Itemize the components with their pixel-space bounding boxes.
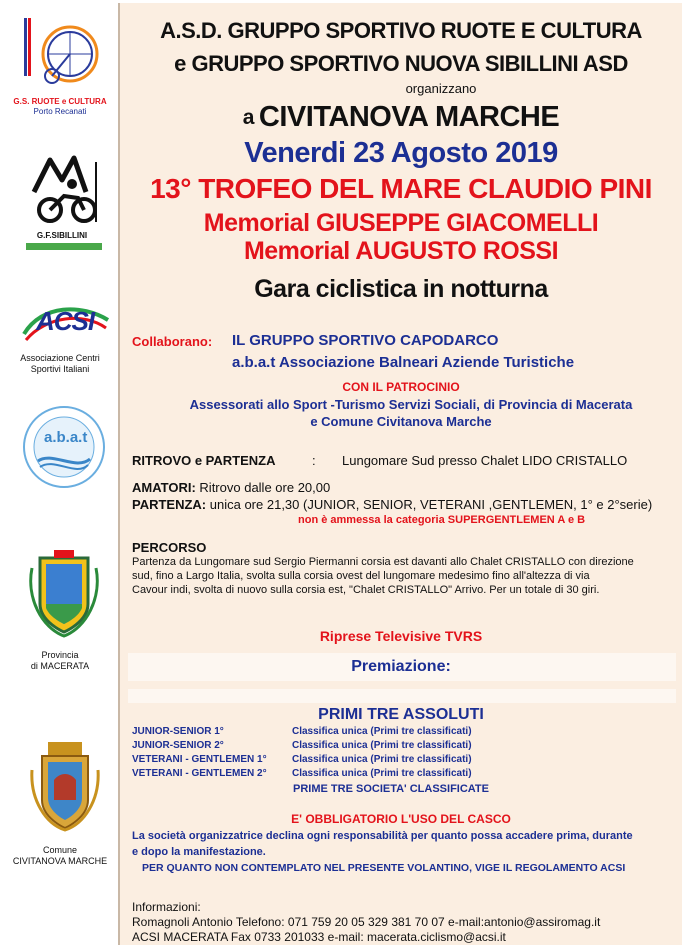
org-line-2: e GRUPPO SPORTIVO NUOVA SIBILLINI ASD bbox=[174, 51, 628, 76]
primi-row-cat: VETERANI - GENTLEMEN 2° bbox=[132, 768, 267, 779]
flyer-content bbox=[118, 3, 682, 945]
comune-caption-line1: Comune bbox=[42, 845, 78, 855]
org-line-1: A.S.D. GRUPPO SPORTIVO RUOTE E CULTURA bbox=[160, 18, 642, 43]
ruote-cultura-city: Porto Recanati bbox=[33, 107, 87, 116]
logo-sidebar bbox=[0, 0, 120, 948]
ruote-cultura-caption: G.S. RUOTE e CULTURA bbox=[13, 97, 107, 106]
comune-shield-icon bbox=[30, 740, 100, 832]
patrocinio-title: CON IL PATROCINIO bbox=[342, 380, 460, 394]
primi-row-cat: JUNIOR-SENIOR 2° bbox=[132, 740, 224, 751]
city-prefix: a bbox=[242, 106, 255, 129]
collaborano-line-2: a.b.a.t Associazione Balneari Aziende Turistiche bbox=[232, 354, 575, 371]
comune-caption-line2: CIVITANOVA MARCHE bbox=[12, 856, 108, 866]
sibillini-caption: G.F.SIBILLINI bbox=[36, 231, 88, 240]
event-date: Venerdi 23 Agosto 2019 bbox=[244, 137, 558, 169]
patrocinio-line-1: Assessorati allo Sport -Turismo Servizi Sociali, di Provincia di Macerata bbox=[189, 397, 633, 412]
penny-farthing-icon bbox=[22, 14, 102, 94]
gara-title: Gara ciclistica in notturna bbox=[254, 275, 548, 303]
memorial-line-2 bbox=[120, 237, 682, 266]
primi-title: PRIMI TRE ASSOLUTI bbox=[318, 706, 484, 723]
disclaimer-line-1: La società organizzatrice declina ogni responsabilità per quanto possa accadere prima, durante bbox=[132, 830, 633, 842]
percorso-line-3: Cavour indi, svolta di nuovo sulla corsia est, "Chalet CRISTALLO" Arrivo. Per un totale di 30 giri. bbox=[132, 584, 600, 596]
comune-crest bbox=[30, 740, 100, 832]
sibillini-green-bar bbox=[26, 243, 102, 250]
primi-row-val: Classifica unica (Primi tre classificati) bbox=[292, 740, 472, 751]
provincia-caption-line1: Provincia bbox=[41, 650, 79, 660]
memorial-1-prefix: Memorial bbox=[203, 209, 310, 237]
memorial-line-1 bbox=[120, 209, 682, 238]
cyclist-mountain-icon bbox=[28, 152, 108, 228]
partenza-note: non è ammessa la categoria SUPERGENTLEMEN A e B bbox=[298, 514, 586, 526]
sibillini-logo bbox=[28, 152, 108, 242]
amatori-line bbox=[132, 480, 330, 495]
disclaimer-line-2: e dopo la manifestazione. bbox=[132, 846, 266, 858]
primi-row-val: Classifica unica (Primi tre classificati) bbox=[292, 726, 472, 737]
partenza-line bbox=[132, 497, 652, 512]
city-name: CIVITANOVA MARCHE bbox=[258, 101, 560, 133]
abat-logo bbox=[22, 405, 106, 489]
riprese-text: Riprese Televisive TVRS bbox=[319, 628, 483, 644]
primi-row-cat: JUNIOR-SENIOR 1° bbox=[132, 726, 224, 737]
premiazione-band-2 bbox=[128, 689, 676, 703]
organizzano-text: organizzano bbox=[405, 81, 477, 96]
collaborano-line-1: IL GRUPPO SPORTIVO CAPODARCO bbox=[232, 332, 499, 349]
percorso-title: PERCORSO bbox=[132, 540, 207, 555]
info-line-1: Romagnoli Antonio Telefono: 071 759 20 05 329 381 70 07 e-mail:antonio@assiromag.it bbox=[132, 915, 601, 929]
ritrovo-label: RITROVO e PARTENZA bbox=[132, 453, 276, 468]
amatori-label: AMATORI: bbox=[132, 480, 196, 495]
ruote-cultura-logo bbox=[22, 14, 102, 94]
memorial-1-name: GIUSEPPE GIACOMELLI bbox=[316, 209, 599, 237]
disclaimer-line-3: PER QUANTO NON CONTEMPLATO NEL PRESENTE VOLANTINO, VIGE IL REGOLAMENTO ACSI bbox=[142, 862, 626, 874]
provincia-crest bbox=[28, 548, 100, 638]
city-line bbox=[120, 101, 682, 134]
societa-text: PRIME TRE SOCIETA' CLASSIFICATE bbox=[293, 783, 489, 795]
partenza-value: unica ore 21,30 (JUNIOR, SENIOR, VETERANI ,GENTLEMEN, 1° e 2°serie) bbox=[209, 497, 653, 512]
info-line-2: ACSI MACERATA Fax 0733 201033 e-mail: macerata.ciclismo@acsi.it bbox=[132, 930, 506, 944]
memorial-2-name: AUGUSTO ROSSI bbox=[355, 237, 559, 265]
percorso-line-1: Partenza da Lungomare sud Sergio Piermanni corsia est davanti allo Chalet CRISTALLO con direzione bbox=[132, 556, 634, 568]
memorial-2-prefix: Memorial bbox=[243, 237, 350, 265]
provincia-shield-icon bbox=[28, 548, 100, 638]
premiazione-title: Premiazione: bbox=[351, 658, 451, 675]
ritrovo-separator: : bbox=[312, 453, 316, 468]
trofeo-title: 13° TROFEO DEL MARE CLAUDIO PINI bbox=[150, 173, 652, 204]
acsi-caption-line2: Sportivi Italiani bbox=[30, 364, 90, 374]
casco-text: E' OBBLIGATORIO L'USO DEL CASCO bbox=[291, 812, 511, 826]
partenza-label: PARTENZA: bbox=[132, 497, 207, 512]
percorso-line-2: sud, fino a Largo Italia, svolta sulla corsia ovest del lungomare medesimo fino all'altezza di via bbox=[132, 570, 590, 582]
abat-seal-icon bbox=[22, 405, 106, 489]
abat-logo-text: a.b.a.t bbox=[44, 429, 88, 446]
primi-row-val: Classifica unica (Primi tre classificati) bbox=[292, 768, 472, 779]
provincia-caption-line2: di MACERATA bbox=[30, 661, 90, 671]
collaborano-label: Collaborano: bbox=[132, 334, 213, 349]
acsi-logo-text: ACSI bbox=[36, 306, 95, 336]
amatori-value: Ritrovo dalle ore 20,00 bbox=[199, 480, 331, 495]
acsi-caption-line1: Associazione Centri bbox=[20, 353, 100, 363]
ritrovo-value: Lungomare Sud presso Chalet LIDO CRISTALLO bbox=[342, 453, 628, 468]
primi-row-cat: VETERANI - GENTLEMEN 1° bbox=[132, 754, 267, 765]
patrocinio-line-2: e Comune Civitanova Marche bbox=[310, 414, 492, 429]
primi-row-val: Classifica unica (Primi tre classificati) bbox=[292, 754, 472, 765]
info-title: Informazioni: bbox=[132, 900, 201, 914]
acsi-logo bbox=[22, 300, 112, 344]
